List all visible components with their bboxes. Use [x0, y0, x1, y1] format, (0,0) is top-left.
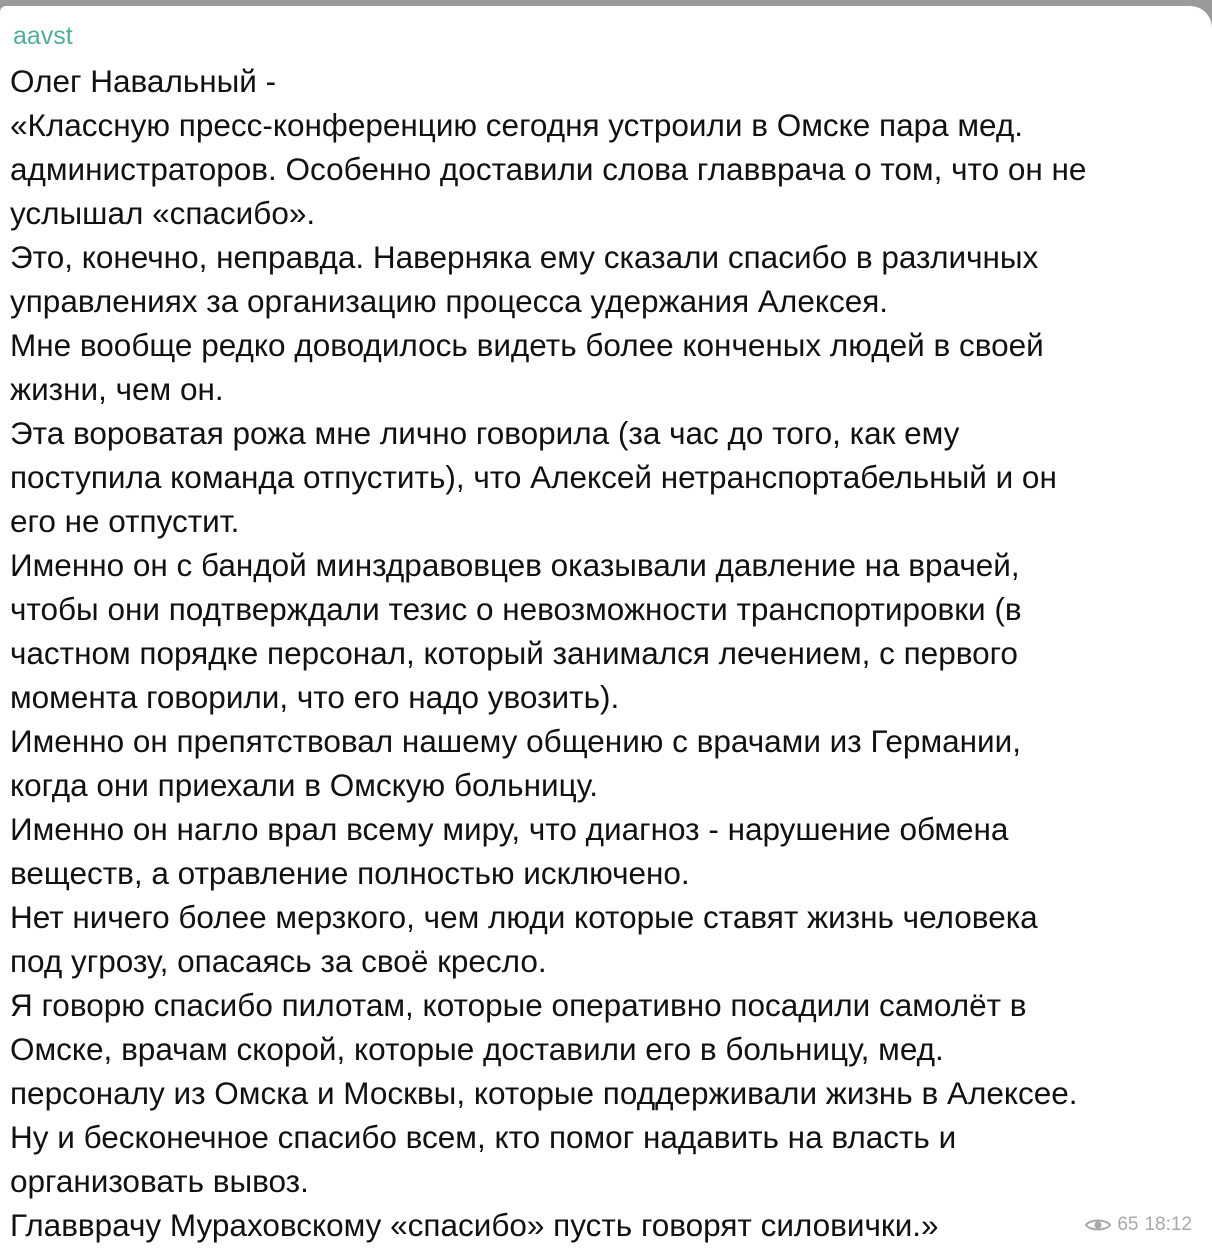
message-line: Я говорю спасибо пилотам, которые оперативно посадили самолёт в: [10, 987, 1027, 1023]
message-line: Это, конечно, неправда. Наверняка ему сказали спасибо в различных: [10, 239, 1039, 275]
message-meta: [1085, 1214, 1192, 1236]
message-line: частном порядке персонал, который занимался лечением, с первого: [10, 635, 1018, 671]
message-line: жизни, чем он.: [10, 371, 224, 407]
message-line: под угрозу, опасаясь за своё кресло.: [10, 943, 547, 979]
message-line: «Классную пресс-конференцию сегодня устроили в Омске пара мед.: [10, 107, 1023, 143]
message-line: Именно он с бандой минздравовцев оказывали давление на врачей,: [10, 547, 1020, 583]
message-line: персоналу из Омска и Москвы, которые поддерживали жизнь в Алексее.: [10, 1075, 1078, 1111]
view-count: 65: [1117, 1214, 1139, 1235]
message-bubble[interactable]: [0, 6, 1212, 1248]
message-line: организовать вывоз.: [10, 1163, 309, 1199]
message-line: его не отпустит.: [10, 503, 240, 539]
message-line: чтобы они подтверждали тезис о невозможности транспортировки (в: [10, 591, 1022, 627]
sender-name[interactable]: aavst: [13, 22, 73, 50]
message-line: поступила команда отпустить), что Алексей нетранспортабельный и он: [10, 459, 1057, 495]
message-text: [10, 59, 1202, 1247]
message-line: когда они приехали в Омскую больницу.: [10, 767, 598, 803]
message-line: веществ, а отравление полностью исключено.: [10, 855, 690, 891]
message-line: Главврачу Мураховскому «спасибо» пусть говорят силовички.»: [10, 1207, 939, 1243]
message-line: Олег Навальный -: [10, 63, 277, 99]
message-line: управлениях за организацию процесса удержания Алексея.: [10, 283, 889, 319]
message-line: момента говорили, что его надо увозить).: [10, 679, 620, 715]
message-line: услышал «спасибо».: [10, 195, 316, 231]
message-line: Именно он нагло врал всему миру, что диагноз - нарушение обмена: [10, 811, 1009, 847]
message-time: 18:12: [1144, 1214, 1192, 1235]
message-line: Именно он препятствовал нашему общению с врачами из Германии,: [10, 723, 1021, 759]
message-line: администраторов. Особенно доставили слова главврача о том, что он не: [10, 151, 1087, 187]
message-line: Эта вороватая рожа мне лично говорила (за час до того, как ему: [10, 415, 960, 451]
message-line: Омске, врачам скорой, которые доставили его в больницу, мед.: [10, 1031, 944, 1067]
eye-icon: [1085, 1217, 1111, 1233]
message-line: Нет ничего более мерзкого, чем люди которые ставят жизнь человека: [10, 899, 1038, 935]
message-line: Мне вообще редко доводилось видеть более конченых людей в своей: [10, 327, 1044, 363]
message-line: Ну и бесконечное спасибо всем, кто помог надавить на власть и: [10, 1119, 957, 1155]
